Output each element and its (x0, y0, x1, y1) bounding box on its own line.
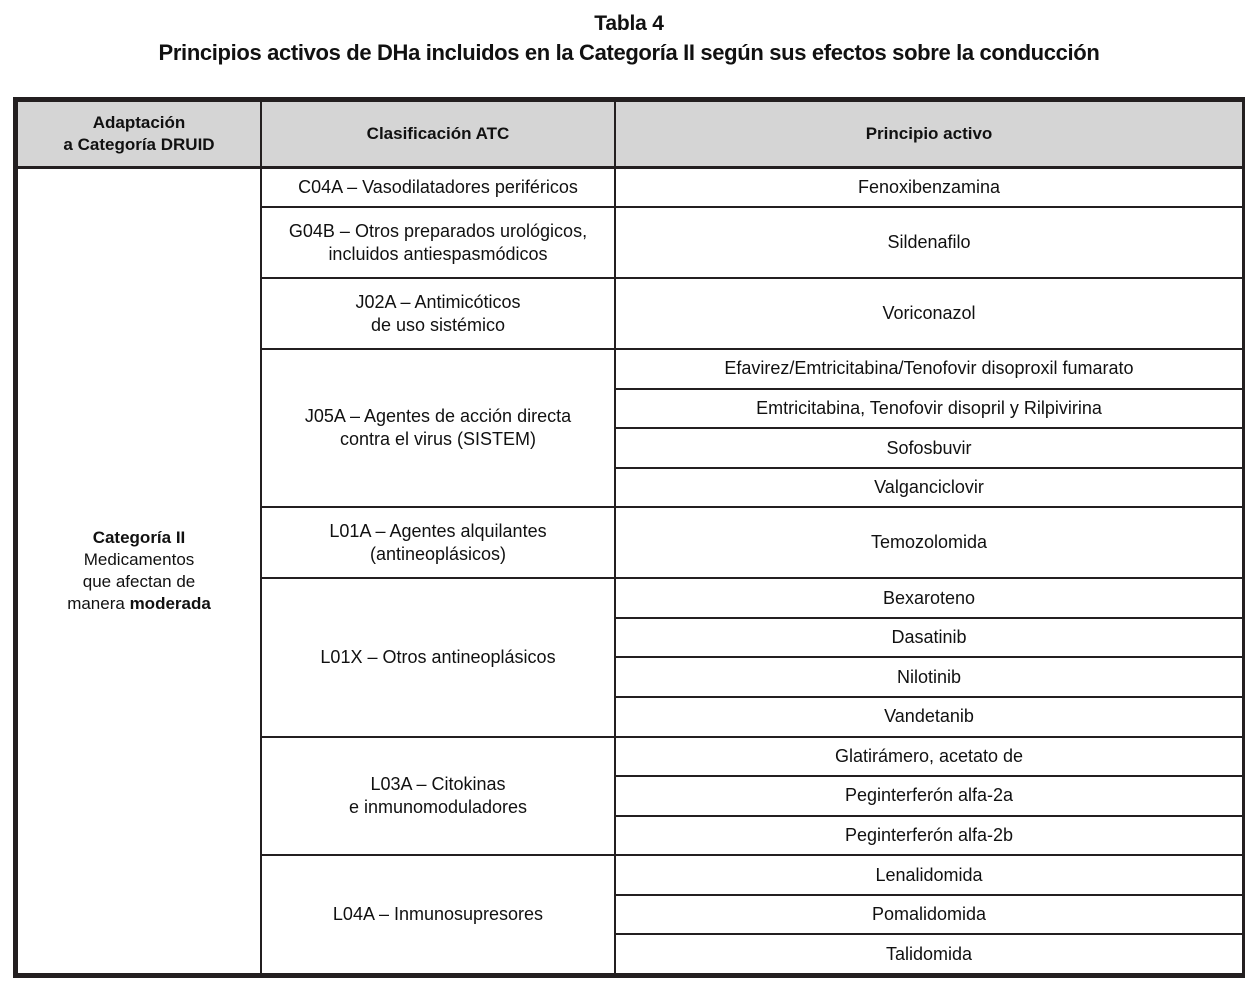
column-header-druid-line1: Adaptación (92, 112, 186, 132)
table-number: Tabla 4 (594, 12, 664, 35)
principio-activo-cell: Bexaroteno (615, 578, 1243, 618)
principio-activo-cell: Emtricitabina, Tenofovir disopril y Rilpivirina (615, 389, 1243, 429)
principio-activo-cell: Dasatinib (615, 618, 1243, 658)
principio-activo-cell: Sildenafilo (615, 207, 1243, 278)
atc-classification-cell (261, 167, 615, 207)
druid-category-emphasis: moderada (129, 593, 211, 613)
atc-classification-line1: J05A – Agentes de acción directa (304, 406, 572, 427)
table-row (17, 167, 1243, 207)
principio-activo-cell: Talidomida (615, 934, 1243, 974)
principio-activo-cell: Peginterferón alfa-2b (615, 816, 1243, 856)
table-header-row (17, 101, 1243, 167)
atc-classification-line1: L04A – Inmunosupresores (332, 904, 544, 925)
column-header-atc: Clasificación ATC (261, 101, 615, 167)
druid-category-line4: manera moderada (67, 593, 211, 613)
druid-category-heading: Categoría II (92, 527, 186, 547)
atc-classification-line2: e inmunomoduladores (348, 796, 528, 817)
column-header-druid-line2: a Categoría DRUID (63, 134, 215, 154)
atc-classification-line1: L01A – Agentes alquilantes (329, 520, 547, 541)
atc-classification-line1: J02A – Antimicóticos (355, 291, 521, 312)
atc-classification-line1: C04A – Vasodilatadores periféricos (298, 176, 578, 197)
column-header-principio-activo: Principio activo (615, 101, 1243, 167)
atc-classification-cell (261, 578, 615, 736)
principio-activo-cell: Voriconazol (615, 278, 1243, 349)
principio-activo-cell: Glatirámero, acetato de (615, 737, 1243, 777)
atc-classification-line1: L01X – Otros antineoplásicos (320, 646, 556, 667)
atc-classification-line2: de uso sistémico (370, 314, 506, 335)
druid-category-line3: que afectan de (82, 571, 196, 591)
atc-classification-line2: (antineoplásicos) (369, 543, 507, 564)
page-title: Principios activos de DHa incluidos en la Categoría II según sus efectos sobre la conducción (158, 40, 1100, 65)
atc-classification-line1: L03A – Citokinas (370, 773, 506, 794)
data-table (16, 100, 1244, 975)
atc-classification-cell (261, 278, 615, 349)
atc-classification-line2: contra el virus (SISTEM) (339, 429, 537, 450)
atc-classification-cell (261, 737, 615, 856)
data-table-container (13, 97, 1245, 978)
principio-activo-cell: Lenalidomida (615, 855, 1243, 895)
principio-activo-cell: Nilotinib (615, 657, 1243, 697)
principio-activo-cell: Sofosbuvir (615, 428, 1243, 468)
table-body (17, 167, 1243, 974)
principio-activo-cell: Pomalidomida (615, 895, 1243, 935)
atc-classification-cell (261, 349, 615, 507)
principio-activo-cell: Temozolomida (615, 507, 1243, 578)
principio-activo-cell: Peginterferón alfa-2a (615, 776, 1243, 816)
table-title-block (0, 10, 1258, 68)
druid-category-cell (17, 167, 261, 974)
druid-category-line2: Medicamentos (83, 549, 195, 569)
column-header-druid (17, 101, 261, 167)
principio-activo-cell: Fenoxibenzamina (615, 167, 1243, 207)
atc-classification-cell (261, 855, 615, 974)
atc-classification-cell (261, 207, 615, 278)
principio-activo-cell: Valganciclovir (615, 468, 1243, 508)
atc-classification-line1: G04B – Otros preparados urológicos, (288, 220, 588, 241)
atc-classification-cell (261, 507, 615, 578)
principio-activo-cell: Vandetanib (615, 697, 1243, 737)
principio-activo-cell: Efavirez/Emtricitabina/Tenofovir disoproxil fumarato (615, 349, 1243, 389)
atc-classification-line2: incluidos antiespasmódicos (328, 243, 548, 264)
